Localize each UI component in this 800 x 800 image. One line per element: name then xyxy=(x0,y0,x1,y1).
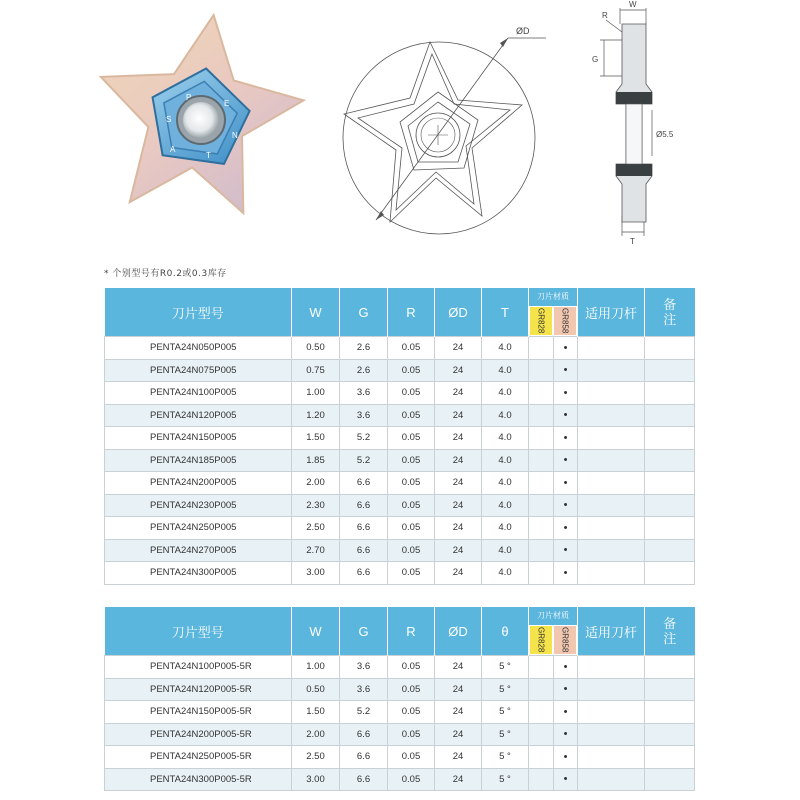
header-r: R xyxy=(388,288,435,337)
r-cell: 0.05 xyxy=(388,723,435,746)
od-cell: 24 xyxy=(435,359,482,382)
table-row xyxy=(105,494,695,517)
material-gr858: GR858 xyxy=(553,625,577,655)
gr828-cell xyxy=(529,359,554,382)
gr828-cell xyxy=(529,427,554,450)
material-gr858: GR858 xyxy=(553,306,577,336)
gr858-cell: • xyxy=(554,517,578,540)
table-row xyxy=(105,701,695,724)
g-cell: 3.6 xyxy=(340,382,388,405)
gr858-cell: • xyxy=(554,656,578,679)
header-g: G xyxy=(340,607,388,656)
table-row xyxy=(105,746,695,769)
table-row xyxy=(105,517,695,540)
od-cell: 24 xyxy=(435,494,482,517)
g-cell: 6.6 xyxy=(340,517,388,540)
r-cell: 0.05 xyxy=(388,494,435,517)
r-label: R xyxy=(602,11,608,20)
t-cell: 4.0 xyxy=(482,517,529,540)
t-cell: 4.0 xyxy=(482,404,529,427)
w-cell: 1.50 xyxy=(292,427,340,450)
model-cell: PENTA24N075P005 xyxy=(105,359,292,382)
gr828-cell xyxy=(529,404,554,427)
g-cell: 2.6 xyxy=(340,359,388,382)
holder-cell xyxy=(578,768,645,791)
photo-mark: S xyxy=(166,115,172,124)
gr858-cell: • xyxy=(554,427,578,450)
w-cell: 1.00 xyxy=(292,382,340,405)
gr828-cell xyxy=(529,678,554,701)
header-t: T xyxy=(482,288,529,337)
remark-cell xyxy=(645,678,695,701)
gr858-cell: • xyxy=(554,768,578,791)
od-cell: 24 xyxy=(435,404,482,427)
holder-cell xyxy=(578,656,645,679)
remark-cell xyxy=(645,472,695,495)
od-cell: 24 xyxy=(435,701,482,724)
od-cell: 24 xyxy=(435,768,482,791)
r-cell: 0.05 xyxy=(388,337,435,360)
t-cell: 4.0 xyxy=(482,427,529,450)
header-od: ØD xyxy=(435,607,482,656)
od-label: ØD xyxy=(516,26,530,36)
table-row xyxy=(105,472,695,495)
photo-mark: P xyxy=(186,93,192,102)
model-cell: PENTA24N120P005-5R xyxy=(105,678,292,701)
w-cell: 1.20 xyxy=(292,404,340,427)
insert-photo xyxy=(86,6,312,232)
holder-cell xyxy=(578,494,645,517)
remark-cell xyxy=(645,539,695,562)
g-cell: 3.6 xyxy=(340,404,388,427)
model-cell: PENTA24N120P005 xyxy=(105,404,292,427)
od-cell: 24 xyxy=(435,517,482,540)
gr828-cell xyxy=(529,768,554,791)
g-cell: 2.6 xyxy=(340,337,388,360)
header-remark: 备 注 xyxy=(645,607,695,656)
model-cell: PENTA24N300P005 xyxy=(105,562,292,585)
table-row xyxy=(105,562,695,585)
r-cell: 0.05 xyxy=(388,701,435,724)
header-r: R xyxy=(388,607,435,656)
profile-hub-top xyxy=(616,92,652,104)
r-cell: 0.05 xyxy=(388,449,435,472)
g-cell: 6.6 xyxy=(340,746,388,769)
w-cell: 2.00 xyxy=(292,472,340,495)
header-model: 刀片型号 xyxy=(105,288,292,337)
holder-cell xyxy=(578,359,645,382)
w-cell: 1.50 xyxy=(292,701,340,724)
remark-cell xyxy=(645,701,695,724)
w-cell: 3.00 xyxy=(292,768,340,791)
model-cell: PENTA24N230P005 xyxy=(105,494,292,517)
gr858-cell: • xyxy=(554,449,578,472)
holder-cell xyxy=(578,539,645,562)
table-row xyxy=(105,656,695,679)
holder-cell xyxy=(578,404,645,427)
gr828-cell xyxy=(529,701,554,724)
model-cell: PENTA24N100P005 xyxy=(105,382,292,405)
gr858-cell: • xyxy=(554,746,578,769)
gr858-cell: • xyxy=(554,678,578,701)
header-material xyxy=(529,288,578,337)
od-cell: 24 xyxy=(435,562,482,585)
g-cell: 5.2 xyxy=(340,701,388,724)
table-row xyxy=(105,359,695,382)
od-cell: 24 xyxy=(435,382,482,405)
theta-cell: 5 ° xyxy=(482,678,529,701)
g-cell: 6.6 xyxy=(340,472,388,495)
model-cell: PENTA24N300P005-5R xyxy=(105,768,292,791)
gr828-cell xyxy=(529,562,554,585)
r-cell: 0.05 xyxy=(388,562,435,585)
header-w: W xyxy=(292,288,340,337)
holder-cell xyxy=(578,517,645,540)
gr858-cell: • xyxy=(554,562,578,585)
gr858-cell: • xyxy=(554,472,578,495)
r-cell: 0.05 xyxy=(388,746,435,769)
gr828-cell xyxy=(529,472,554,495)
model-cell: PENTA24N050P005 xyxy=(105,337,292,360)
remark-cell xyxy=(645,337,695,360)
remark-cell xyxy=(645,768,695,791)
r-cell: 0.05 xyxy=(388,427,435,450)
w-cell: 3.00 xyxy=(292,562,340,585)
star-inner-outline xyxy=(358,54,510,210)
hub-inner-outline xyxy=(408,102,470,162)
header-holder: 适用刀杆 xyxy=(578,607,645,656)
w-cell: 2.70 xyxy=(292,539,340,562)
gr828-cell xyxy=(529,539,554,562)
holder-cell xyxy=(578,472,645,495)
t-cell: 4.0 xyxy=(482,382,529,405)
header-material xyxy=(529,607,578,656)
w-cell: 0.50 xyxy=(292,337,340,360)
r-cell: 0.05 xyxy=(388,359,435,382)
gr828-cell xyxy=(529,449,554,472)
photo-mark: N xyxy=(232,131,238,140)
material-title: 刀片材质 xyxy=(537,611,569,620)
spec-table-standard xyxy=(104,288,695,585)
header-theta: θ xyxy=(482,607,529,656)
r-cell: 0.05 xyxy=(388,768,435,791)
theta-cell: 5 ° xyxy=(482,723,529,746)
t-cell: 4.0 xyxy=(482,539,529,562)
od-cell: 24 xyxy=(435,539,482,562)
hub-outline xyxy=(400,92,478,170)
t-label: T xyxy=(630,237,635,246)
t-cell: 4.0 xyxy=(482,562,529,585)
g-cell: 6.6 xyxy=(340,723,388,746)
remark-cell xyxy=(645,427,695,450)
remark-cell xyxy=(645,404,695,427)
g-cell: 5.2 xyxy=(340,427,388,450)
gr828-cell xyxy=(529,337,554,360)
holder-cell xyxy=(578,337,645,360)
gr828-cell xyxy=(529,746,554,769)
table-row xyxy=(105,427,695,450)
material-gr828: GR828 xyxy=(529,625,553,655)
t-cell: 4.0 xyxy=(482,337,529,360)
model-cell: PENTA24N100P005-5R xyxy=(105,656,292,679)
holder-cell xyxy=(578,746,645,769)
model-cell: PENTA24N150P005 xyxy=(105,427,292,450)
od-cell: 24 xyxy=(435,678,482,701)
holder-cell xyxy=(578,701,645,724)
star-outline xyxy=(344,42,522,222)
gr858-cell: • xyxy=(554,539,578,562)
w-cell: 2.50 xyxy=(292,746,340,769)
theta-cell: 5 ° xyxy=(482,701,529,724)
model-cell: PENTA24N150P005-5R xyxy=(105,701,292,724)
w-label: W xyxy=(629,0,637,9)
material-gr828: GR828 xyxy=(529,306,553,336)
table-row xyxy=(105,768,695,791)
theta-cell: 5 ° xyxy=(482,768,529,791)
model-cell: PENTA24N250P005-5R xyxy=(105,746,292,769)
g-cell: 6.6 xyxy=(340,768,388,791)
t-cell: 4.0 xyxy=(482,494,529,517)
model-cell: PENTA24N270P005 xyxy=(105,539,292,562)
header-od: ØD xyxy=(435,288,482,337)
gr858-cell: • xyxy=(554,723,578,746)
gr828-cell xyxy=(529,656,554,679)
remark-cell xyxy=(645,382,695,405)
g-cell: 3.6 xyxy=(340,678,388,701)
header-holder: 适用刀杆 xyxy=(578,288,645,337)
w-cell: 2.50 xyxy=(292,517,340,540)
holder-cell xyxy=(578,382,645,405)
photo-mark: T xyxy=(206,151,211,160)
theta-cell: 5 ° xyxy=(482,746,529,769)
gr828-cell xyxy=(529,382,554,405)
table-row xyxy=(105,539,695,562)
model-cell: PENTA24N200P005 xyxy=(105,472,292,495)
r-cell: 0.05 xyxy=(388,404,435,427)
w-cell: 1.85 xyxy=(292,449,340,472)
material-title: 刀片材质 xyxy=(537,292,569,301)
gr858-cell: • xyxy=(554,359,578,382)
t-cell: 4.0 xyxy=(482,359,529,382)
table-row xyxy=(105,404,695,427)
w-cell: 2.30 xyxy=(292,494,340,517)
od-cell: 24 xyxy=(435,427,482,450)
arrow-head xyxy=(500,38,508,47)
spec-table-5r xyxy=(104,607,695,791)
table-row xyxy=(105,723,695,746)
g-cell: 6.6 xyxy=(340,562,388,585)
gr858-cell: • xyxy=(554,494,578,517)
r-cell: 0.05 xyxy=(388,382,435,405)
model-cell: PENTA24N250P005 xyxy=(105,517,292,540)
w-cell: 0.75 xyxy=(292,359,340,382)
holder-cell xyxy=(578,427,645,450)
model-cell: PENTA24N185P005 xyxy=(105,449,292,472)
stock-note: * 个别型号有R0.2或0.3库存 xyxy=(104,269,227,279)
od-cell: 24 xyxy=(435,337,482,360)
holder-cell xyxy=(578,723,645,746)
remark-cell xyxy=(645,746,695,769)
remark-cell xyxy=(645,359,695,382)
bore-label: Ø5.5 xyxy=(656,130,674,139)
model-cell: PENTA24N200P005-5R xyxy=(105,723,292,746)
od-cell: 24 xyxy=(435,449,482,472)
header-remark: 备 注 xyxy=(645,288,695,337)
arrow-head xyxy=(376,211,384,220)
profile-hub-bottom xyxy=(616,164,652,176)
g-cell: 5.2 xyxy=(340,449,388,472)
t-cell: 4.0 xyxy=(482,449,529,472)
front-view-drawing xyxy=(330,10,550,240)
gr858-cell: • xyxy=(554,404,578,427)
table-row xyxy=(105,678,695,701)
r-cell: 0.05 xyxy=(388,539,435,562)
photo-mark: A xyxy=(170,145,176,154)
holder-cell xyxy=(578,678,645,701)
w-cell: 1.00 xyxy=(292,656,340,679)
gr828-cell xyxy=(529,517,554,540)
remark-cell xyxy=(645,562,695,585)
od-cell: 24 xyxy=(435,723,482,746)
t-cell: 4.0 xyxy=(482,472,529,495)
header-model: 刀片型号 xyxy=(105,607,292,656)
g-cell: 6.6 xyxy=(340,494,388,517)
remark-cell xyxy=(645,517,695,540)
od-cell: 24 xyxy=(435,472,482,495)
side-view-drawing xyxy=(588,0,698,246)
g-label: G xyxy=(592,55,599,64)
table-row xyxy=(105,449,695,472)
photo-mark: E xyxy=(224,99,230,108)
holder-cell xyxy=(578,562,645,585)
gr828-cell xyxy=(529,723,554,746)
remark-cell xyxy=(645,723,695,746)
bore xyxy=(183,102,219,138)
gr828-cell xyxy=(529,494,554,517)
g-cell: 3.6 xyxy=(340,656,388,679)
remark-cell xyxy=(645,656,695,679)
w-cell: 2.00 xyxy=(292,723,340,746)
theta-cell: 5 ° xyxy=(482,656,529,679)
table-row xyxy=(105,382,695,405)
table-row xyxy=(105,337,695,360)
gr858-cell: • xyxy=(554,337,578,360)
header-g: G xyxy=(340,288,388,337)
w-cell: 0.50 xyxy=(292,678,340,701)
od-cell: 24 xyxy=(435,656,482,679)
r-cell: 0.05 xyxy=(388,656,435,679)
holder-cell xyxy=(578,449,645,472)
header-w: W xyxy=(292,607,340,656)
gr858-cell: • xyxy=(554,382,578,405)
r-cell: 0.05 xyxy=(388,678,435,701)
r-leader xyxy=(606,20,622,32)
r-cell: 0.05 xyxy=(388,517,435,540)
diameter-line xyxy=(376,38,508,220)
gr858-cell: • xyxy=(554,701,578,724)
remark-cell xyxy=(645,494,695,517)
od-cell: 24 xyxy=(435,746,482,769)
remark-cell xyxy=(645,449,695,472)
profile-bore xyxy=(626,104,642,164)
r-cell: 0.05 xyxy=(388,472,435,495)
g-cell: 6.6 xyxy=(340,539,388,562)
